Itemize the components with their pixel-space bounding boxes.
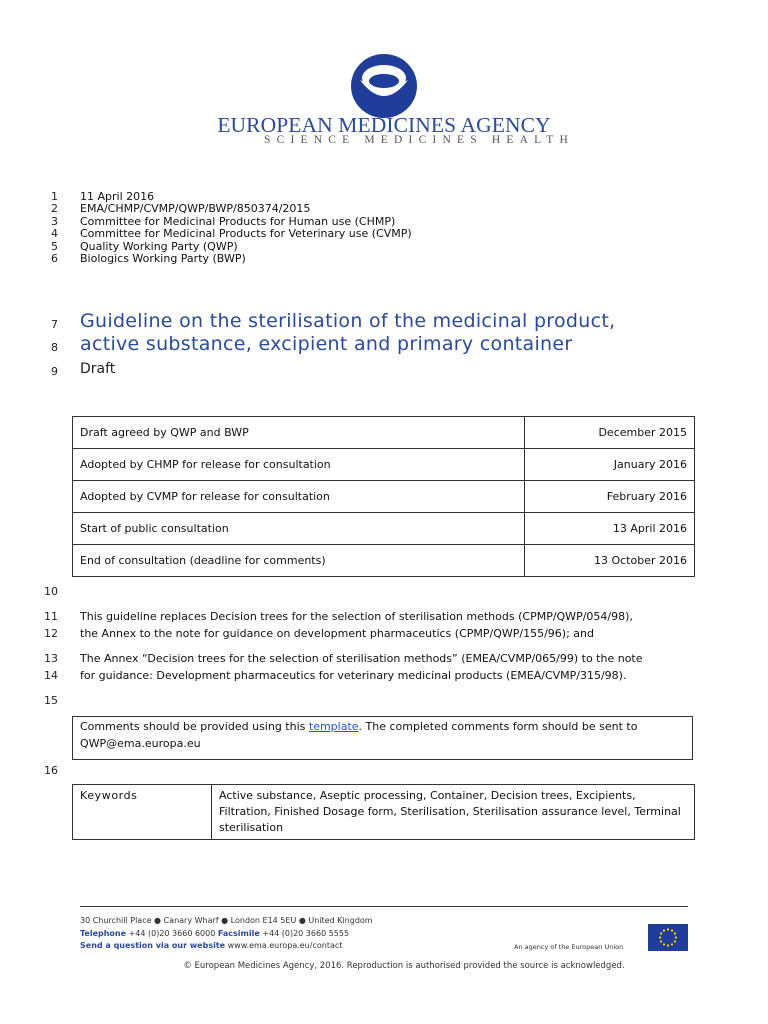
comments-text: . The completed comments form should be sent to [358, 720, 638, 733]
ema-emblem-icon [344, 50, 424, 120]
eu-star-icon [671, 929, 673, 931]
eu-star-icon [660, 940, 662, 942]
table-cell-label: Start of public consultation [73, 513, 525, 545]
table-cell-label: Draft agreed by QWP and BWP [73, 417, 525, 449]
draft-label: Draft [80, 361, 116, 377]
document-title-line1: Guideline on the sterilisation of the medicinal product, [80, 310, 616, 332]
document-title-line2: active substance, excipient and primary container [80, 333, 573, 355]
table-cell-date: February 2016 [525, 481, 695, 513]
agency-tagline: SCIENCE MEDICINES HEALTH [263, 134, 574, 146]
line-number: 15 [44, 694, 58, 707]
working-party-qwp: Quality Working Party (QWP) [80, 240, 238, 253]
telephone-number: +44 (0)20 3660 6000 [128, 929, 216, 938]
table-cell-label: Adopted by CHMP for release for consultation [73, 449, 525, 481]
table-cell-date: December 2015 [525, 417, 695, 449]
document-reference: EMA/CHMP/CVMP/QWP/BWP/850374/2015 [80, 202, 311, 215]
footer-address: 30 Churchill Place ● Canary Wharf ● London E14 5EU ● United Kingdom [80, 916, 373, 925]
table-cell-label: End of consultation (deadline for comments) [73, 545, 525, 577]
line-number: 4 [51, 227, 58, 240]
copyright-notice: © European Medicines Agency, 2016. Reproduction is authorised provided the source is acknowledged. [183, 961, 625, 971]
consultation-dates-table [72, 416, 695, 577]
line-number: 7 [51, 318, 58, 331]
question-label: Send a question via our website [80, 941, 226, 950]
eu-star-icon [675, 936, 677, 938]
line-number: 16 [44, 764, 58, 777]
table-row [73, 513, 695, 545]
eu-star-icon [667, 928, 669, 930]
facsimile-number: +44 (0)20 3660 5555 [262, 929, 350, 938]
line-number: 3 [51, 215, 58, 228]
table-row [73, 545, 695, 577]
template-link[interactable]: template [308, 720, 359, 733]
eu-star-icon [667, 944, 669, 946]
line-number: 9 [51, 365, 58, 378]
committee-cvmp: Committee for Medicinal Products for Veterinary use (CVMP) [80, 227, 412, 240]
table-row [73, 449, 695, 481]
body-text: for guidance: Development pharmaceutics for veterinary medicinal products (EMEA/CVMP/315/98). [80, 669, 627, 682]
eu-star-icon [660, 932, 662, 934]
comments-box [72, 716, 693, 760]
eu-star-icon [663, 943, 665, 945]
eu-star-icon [674, 932, 676, 934]
line-number: 1 [51, 190, 58, 203]
line-number: 10 [44, 585, 58, 598]
eu-agency-text: An agency of the European Union [514, 943, 624, 951]
committee-chmp: Committee for Medicinal Products for Human use (CHMP) [80, 215, 396, 228]
footer-phone [80, 929, 349, 938]
line-number: 8 [51, 341, 58, 354]
agency-name: EUROPEAN MEDICINES AGENCY [217, 113, 551, 137]
body-text: the Annex to the note for guidance on development pharmaceutics (CPMP/QWP/155/96); and [80, 627, 594, 640]
keywords-table [72, 784, 695, 840]
keywords-label: Keywords [73, 785, 212, 840]
comments-email: QWP@ema.europa.eu [80, 737, 201, 750]
ema-logo [0, 50, 768, 120]
table-row [73, 785, 695, 840]
line-number: 2 [51, 202, 58, 215]
comments-text: Comments should be provided using this [80, 720, 309, 733]
eu-flag-icon [648, 924, 688, 951]
eu-star-icon [674, 940, 676, 942]
table-cell-date: January 2016 [525, 449, 695, 481]
footer-contact [80, 941, 342, 950]
working-party-bwp: Biologics Working Party (BWP) [80, 252, 246, 265]
table-row [73, 481, 695, 513]
keywords-value: Active substance, Aseptic processing, Container, Decision trees, Excipients, Filtration, Finished Dosage form, Sterilisation, Sterilisation assurance level, Terminal sterilisation [212, 785, 695, 840]
table-row [73, 417, 695, 449]
eu-star-icon [659, 936, 661, 938]
eu-star-icon [671, 943, 673, 945]
body-text: The Annex “Decision trees for the selection of sterilisation methods” (EMEA/CVMP/065/99) to the note [80, 652, 643, 665]
table-cell-date: 13 October 2016 [525, 545, 695, 577]
facsimile-label: Facsimile [217, 929, 260, 938]
contact-website[interactable]: www.ema.europa.eu/contact [227, 941, 343, 950]
body-text: This guideline replaces Decision trees for the selection of sterilisation methods (CPMP/QWP/054/98), [80, 610, 633, 623]
eu-star-icon [663, 929, 665, 931]
line-number: 12 [44, 627, 58, 640]
telephone-label: Telephone [80, 929, 127, 938]
document-date: 11 April 2016 [80, 190, 155, 203]
footer-divider [80, 906, 688, 907]
line-number: 13 [44, 652, 58, 665]
table-cell-label: Adopted by CVMP for release for consultation [73, 481, 525, 513]
line-number: 6 [51, 252, 58, 265]
line-number: 11 [44, 610, 58, 623]
table-cell-date: 13 April 2016 [525, 513, 695, 545]
line-number: 14 [44, 669, 58, 682]
line-number: 5 [51, 240, 58, 253]
